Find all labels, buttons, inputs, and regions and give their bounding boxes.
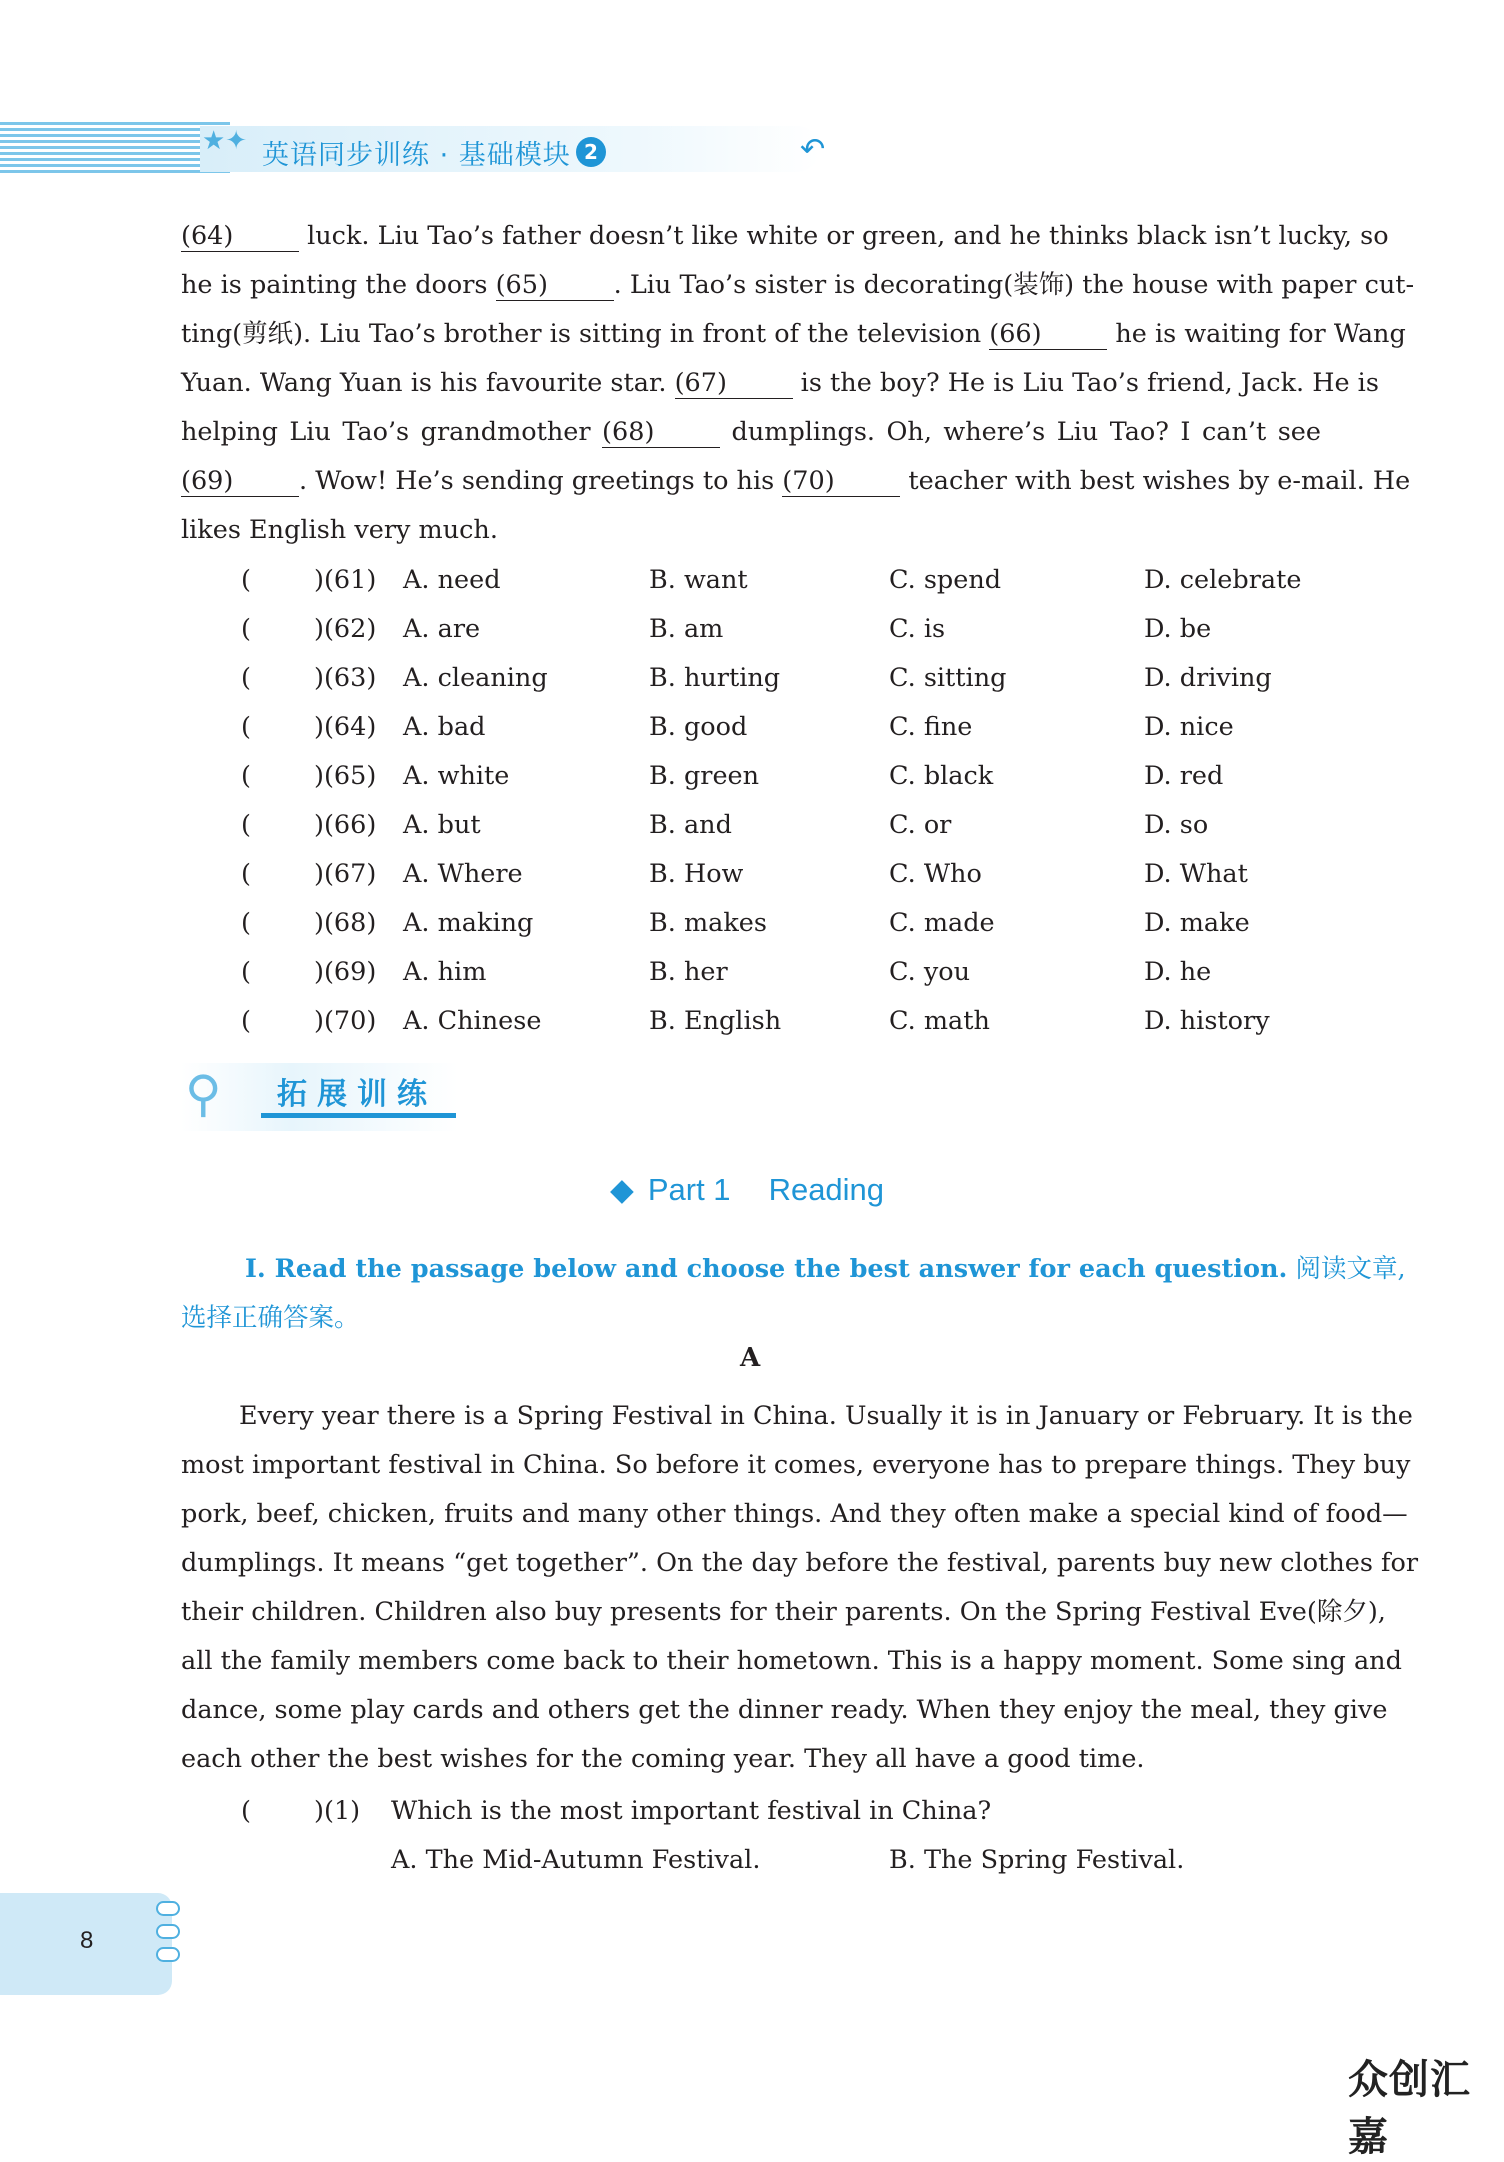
question-row [181,899,1331,948]
option-d: D. What [1144,859,1248,889]
banner-label: 拓展训练 [277,1077,437,1112]
page-number: 8 [80,1927,94,1954]
passage-a-line: dance, some play cards and others get the dinner ready. When they enjoy the meal, they give [181,1695,1388,1725]
option-d: D. celebrate [1144,565,1302,595]
passage-line-3: ting(剪纸). Liu Tao’s brother is sitting in front of the television (66) he is waiting for Wang [181,319,1406,349]
option-d: D. red [1144,761,1224,791]
option-a: A. but [403,810,481,840]
option-c: C. you [889,957,970,987]
question-number: )(63) [314,663,377,693]
question-number: )(70) [314,1006,377,1036]
question-number: )(65) [314,761,377,791]
stars-icon: ★✦ [202,126,248,156]
option-c: C. math [889,1006,990,1036]
passage-a-line: dumplings. It means “get together”. On the day before the festival, parents buy new clothes for [181,1548,1419,1578]
question-number: )(61) [314,565,377,595]
figure-icon: ⚲ [185,1065,222,1123]
passage-line-6: (69) . Wow! He’s sending greetings to his (70) teacher with best wishes by e-mail. He [181,466,1411,496]
option-d: D. he [1144,957,1212,987]
question-row [181,850,1331,899]
answer-paren-open: ( [241,810,251,840]
option-b: B. hurting [649,663,781,693]
passage-a-line: pork, beef, chicken, fruits and many other things. And they often make a special kind of food— [181,1499,1408,1529]
banner-underline [261,1113,456,1118]
option-c: C. sitting [889,663,1007,693]
passage-a-line: Every year there is a Spring Festival in China. Usually it is in January or February. It is the [239,1401,1413,1431]
blank-69: (69) [181,466,299,497]
question-number: )(69) [314,957,377,987]
answer-paren-open: ( [241,1006,251,1036]
question-number-text: (62) [323,614,377,644]
option-b: B. The Spring Festival. [889,1845,1185,1875]
question-row [181,605,1331,654]
passage-a-line: most important festival in China. So before it comes, everyone has to prepare things. They buy [181,1450,1411,1480]
question-number-text: (68) [323,908,377,938]
passage-line-5: helping Liu Tao’s grandmother (68) dumplings. Oh, where’s Liu Tao? I can’t see [181,417,1321,447]
passage-a-line: each other the best wishes for the coming year. They all have a good time. [181,1744,1145,1774]
section-banner [181,1063,458,1131]
blank-64: (64) [181,221,299,252]
answer-paren-open: ( [241,761,251,791]
passage-letter: A [740,1343,761,1373]
option-b: B. want [649,565,748,595]
answer-paren-open: ( [241,712,251,742]
option-c: C. made [889,908,995,938]
question-row [181,801,1331,850]
option-a: A. are [403,614,481,644]
question-row [181,997,1331,1046]
option-a: A. making [403,908,534,938]
answer-paren-open: ( [241,663,251,693]
question-number: )(64) [314,712,377,742]
option-d: D. so [1144,810,1209,840]
question-row [181,556,1331,605]
volume-badge: 2 [576,137,606,167]
blank-68: (68) [602,417,720,448]
option-d: D. history [1144,1006,1270,1036]
option-a: A. cleaning [403,663,548,693]
passage-a-line: their children. Children also buy presents for their parents. On the Spring Festival Eve(除夕), [181,1597,1386,1627]
question-number-text: (64) [323,712,377,742]
question-number-text: (67) [323,859,377,889]
question-number-text: (63) [323,663,377,693]
question-number: )(62) [314,614,377,644]
question-number: )(68) [314,908,377,938]
answer-paren-open: ( [241,614,251,644]
question-number-text: (61) [323,565,377,595]
option-a: A. white [403,761,510,791]
option-b: B. English [649,1006,782,1036]
question-row [181,654,1331,703]
instruction-line-2: 选择正确答案。 [181,1303,360,1333]
answer-paren-open: ( [241,565,251,595]
option-a: A. him [403,957,487,987]
diamond-icon: ◆ [610,1172,634,1207]
option-b: B. good [649,712,748,742]
option-b: B. and [649,810,732,840]
option-a: A. need [403,565,501,595]
blank-67: (67) [675,368,793,399]
blank-70: (70) [782,466,900,497]
question-1-text: Which is the most important festival in China? [391,1796,992,1826]
option-a: A. Where [403,859,523,889]
option-a: A. The Mid-Autumn Festival. [391,1845,761,1875]
option-b: B. am [649,614,724,644]
passage-line-4: Yuan. Wang Yuan is his favourite star. (67) is the boy? He is Liu Tao’s friend, Jack. He is [181,368,1379,398]
passage-a-line: all the family members come back to their hometown. This is a happy moment. Some sing and [181,1646,1402,1676]
binder-rings-icon [156,1901,182,1970]
watermark: 众创汇嘉 [1348,2057,1471,2160]
question-1: ( ) (1) Which is the most important festival in China? [181,1787,1331,1836]
option-b: B. her [649,957,728,987]
header-stripes [0,122,230,176]
option-c: C. or [889,810,952,840]
curved-arrow-icon: ↶ [800,132,826,167]
question-number: )(66) [314,810,377,840]
question-row [181,752,1331,801]
option-d: D. make [1144,908,1250,938]
option-c: C. fine [889,712,973,742]
question-number-text: (69) [323,957,377,987]
passage-line-1: (64) luck. Liu Tao’s father doesn’t like white or green, and he thinks black isn’t lucky, so [181,221,1389,251]
question-number-text: (70) [323,1006,377,1036]
option-c: C. Who [889,859,982,889]
option-d: D. driving [1144,663,1272,693]
option-b: B. How [649,859,744,889]
answer-paren-open: ( [241,957,251,987]
passage-line-2: he is painting the doors (65) . Liu Tao’s sister is decorating(装饰) the house with paper cut- [181,270,1415,300]
question-row [181,948,1331,997]
part-title: ◆ Part 1 Reading [610,1172,885,1207]
passage-line-7: likes English very much. [181,515,498,545]
option-d: D. nice [1144,712,1234,742]
blank-66: (66) [989,319,1107,350]
question-number: )(67) [314,859,377,889]
option-c: C. black [889,761,994,791]
blank-65: (65) [496,270,614,301]
option-c: C. is [889,614,946,644]
question-number-text: (66) [323,810,377,840]
option-a: A. Chinese [403,1006,542,1036]
option-c: C. spend [889,565,1002,595]
header-title: 英语同步训练 · 基础模块 [262,140,571,171]
option-a: A. bad [403,712,486,742]
question-row [181,703,1331,752]
question-1-options [181,1836,1331,1885]
question-number-text: (65) [323,761,377,791]
option-b: B. green [649,761,760,791]
instruction-line-1: Ⅰ. Read the passage below and choose the best answer for each question. 阅读文章, [245,1254,1406,1284]
question-1-number: (1) [324,1796,361,1826]
option-d: D. be [1144,614,1212,644]
answer-paren-open: ( [241,908,251,938]
answer-paren-open: ( [241,859,251,889]
option-b: B. makes [649,908,767,938]
